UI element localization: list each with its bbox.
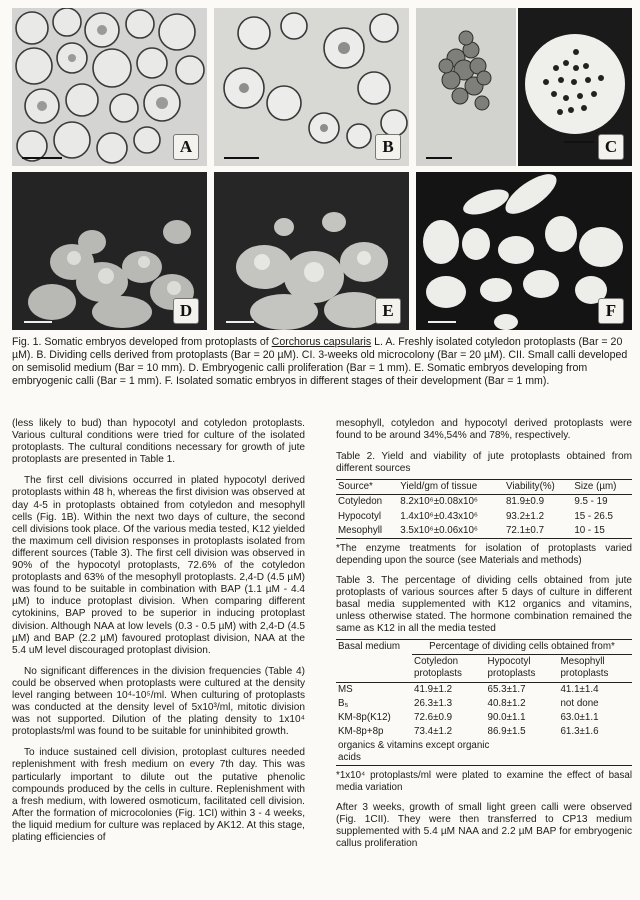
table2-title: Table 2. Yield and viability of jute protoplasts obtained from different sources (336, 451, 632, 475)
figure-panel-c (416, 8, 632, 166)
table-cell: 41.9±1.2 (414, 683, 453, 695)
table-cell: Cotyledon (338, 496, 383, 508)
table-cell: 81.9±0.9 (505, 496, 545, 508)
table3 (336, 639, 632, 766)
table-cell: 86.9±1.5 (487, 725, 526, 737)
table-cell: 26.3±1.3 (414, 697, 453, 709)
figure-panel-a (12, 8, 207, 166)
table-cell: 1.4x10⁶±0.43x10⁶ (400, 510, 478, 522)
table-header: Size (µm) (574, 481, 617, 493)
table-cell: KM-8p(K12) (338, 711, 391, 723)
body-paragraph: After 3 weeks, growth of small light green calli were observed (Fig. 1CII). They were then transferred to CP13 medium supplemented with 5.4 µM NAA and 2.2 µM BAP for embryogenic callus proliferation (336, 802, 632, 850)
panel-label: B (375, 134, 401, 160)
table-row (336, 725, 632, 739)
panel-label: C (598, 134, 624, 160)
figure-caption (12, 336, 632, 388)
table-note-row (336, 739, 632, 766)
table-header: Cotyledon protoplasts (414, 656, 462, 680)
table3-footnote: *1x10⁴ protoplasts/ml were plated to examine the effect of basal media variation (336, 770, 632, 794)
table-cell: not done (560, 697, 599, 709)
panel-label: D (173, 298, 199, 324)
body-paragraph: The first cell divisions occurred in plated hypocotyl derived protoplasts within 48 h, whereas the first division was observed at day 4-5 in protoplasts obtained from cotyledon and mesophyll cells (Fig. 1B). Within the next two days of culture, the second cell divisions took place. Of the various media tested, K12 yielded the maximum cell division responses in protoplasts isolated from different sources (Table 3). The first cell division was observed in 90% of the hypocotyl protoplasts, 72.6% of the cotyledon protoplasts and 63% of the mesophyll protoplasts. 2,4-D (4.5 µM) was found to be suitable in combination with BAP (1.1 µM - 4.4 µM) to induce protoplast division. When comparing different cytokinins, BAP proved to be superior in inducing protoplast division. Although NAA at low levels (0.3 - 0.5 µM) with 2,4-D (4.5 µM) and BAP (2.2 µM) favoured protoplast division, NAA at the 5.4 uM level discouraged protoplast division. (12, 475, 305, 656)
table-row (336, 711, 632, 725)
panel-label: E (375, 298, 401, 324)
table-cell: 72.6±0.9 (414, 711, 453, 723)
table2 (336, 479, 632, 538)
table-header-row (336, 640, 632, 655)
table-row (336, 682, 632, 697)
table-header-row (336, 480, 632, 495)
caption-rest: L. A. Freshly isolated cotyledon protoplasts (Bar = 20 µM). B. Dividing cells derived from protoplasts (Bar = 20 µM). CI. 3-weeks old microcolony (Bar = 20 µM). CII. Small calli developed on semisolid medium (Bar = 10 mm). D. Embryogenic calli proliferation (Bar = 1 mm). E. Somatic embryos developing from embryogenic calli (Bar = 1 mm). F. Isolated somatic embryos in different stages of their development (Bar = 1 mm). (12, 336, 628, 387)
caption-species: Corchorus capsularis (271, 336, 372, 348)
figure-panel-e (214, 172, 409, 330)
table-cell: Hypocotyl (338, 510, 382, 522)
table-cell: Mesophyll (338, 524, 383, 536)
right-column (336, 418, 632, 859)
table2-footnote: *The enzyme treatments for isolation of protoplasts varied depending upon the source (see Materials and methods) (336, 542, 632, 566)
table-cell: 8.2x10⁶±0.08x10⁶ (400, 496, 478, 508)
table-cell: 65.3±1.7 (487, 683, 526, 695)
table-header: Source* (338, 481, 373, 493)
panel-label: A (173, 134, 199, 160)
table-cell: 15 - 26.5 (574, 510, 613, 522)
table-span-header: Percentage of dividing cells obtained from* (412, 640, 632, 655)
table-row (336, 524, 632, 539)
table-cell: 73.4±1.2 (414, 725, 453, 737)
body-paragraph: mesophyll, cotyledon and hypocotyl derived protoplasts were found to be around 34%,54% and 78%, respectively. (336, 418, 632, 442)
figure-panel-b (214, 8, 409, 166)
caption-prefix: Fig. 1. Somatic embryos developed from protoplasts of (12, 336, 272, 348)
table-cell: 40.8±1.2 (487, 697, 526, 709)
table-cell: 41.1±1.4 (560, 683, 599, 695)
body-paragraph: (less likely to bud) than hypocotyl and cotyledon protoplasts. Various cultural conditions were tried for culture of the isolated protoplasts. The cultural conditions necessary for growth of jute protoplasts are presented in Table 1. (12, 418, 305, 466)
body-paragraph: No significant differences in the division frequencies (Table 4) could be observed when protoplasts were cultured at the density level ranging between 10⁴-10⁵/ml. When culturing of protoplasts was conducted at the density level of 5x10³/ml, mitotic division was not supported. Dilution of the plating density to 1x10⁴ protoplasts/ml was found to be suitable for uninhibited growth. (12, 665, 305, 738)
table-cell: 72.1±0.7 (505, 524, 545, 536)
table-cell: 93.2±1.2 (505, 510, 545, 522)
table-row (336, 510, 632, 524)
table-header: Yield/gm of tissue (400, 481, 478, 493)
table-row (336, 697, 632, 711)
table-cell: 90.0±1.1 (487, 711, 526, 723)
body-paragraph: To induce sustained cell division, protoplast cultures needed replenishment with fresh medium on every 7th day. This was particularly important to dilute out the putative phenolic compounds produced by the cells in culture. Replenishment with a fresh medium, with lowered osmoticum, facilitated cell division. After the formation of microcolonies (Fig. 1CI) within 3 - 4 weeks, the liquid medium for culture was replaced by AK12. At this stage, plating efficiencies of (12, 747, 305, 843)
table-cell: MS (338, 683, 353, 695)
table-cell: KM-8p+8p (338, 725, 384, 737)
table-header: Viability(%) (505, 481, 555, 493)
table-cell: 61.3±1.6 (560, 725, 599, 737)
figure-panel-d (12, 172, 207, 330)
left-column (12, 418, 305, 853)
table-header: Basal medium (338, 641, 401, 653)
table3-title: Table 3. The percentage of dividing cells obtained from jute protoplasts of various sources after 5 days of culture in different basal media supplemented with K12 organics and vitamins, unless otherwise stated. The hormone combination remained the same as K12 in all the media tested (336, 574, 632, 635)
table-cell: 10 - 15 (574, 524, 605, 536)
table-cell: 3.5x10⁶±0.06x10⁶ (400, 524, 478, 536)
table-cell: 63.0±1.1 (560, 711, 599, 723)
table-cell: 9.5 - 19 (574, 496, 608, 508)
table-cell: B₅ (338, 697, 349, 709)
table-header: Hypocotyl protoplasts (487, 656, 536, 680)
figure-panel-f (416, 172, 632, 330)
table-note: organics & vitamins except organic acids (338, 739, 490, 763)
table-header: Mesophyll protoplasts (560, 656, 609, 680)
table-row (336, 495, 632, 510)
panel-label: F (598, 298, 624, 324)
